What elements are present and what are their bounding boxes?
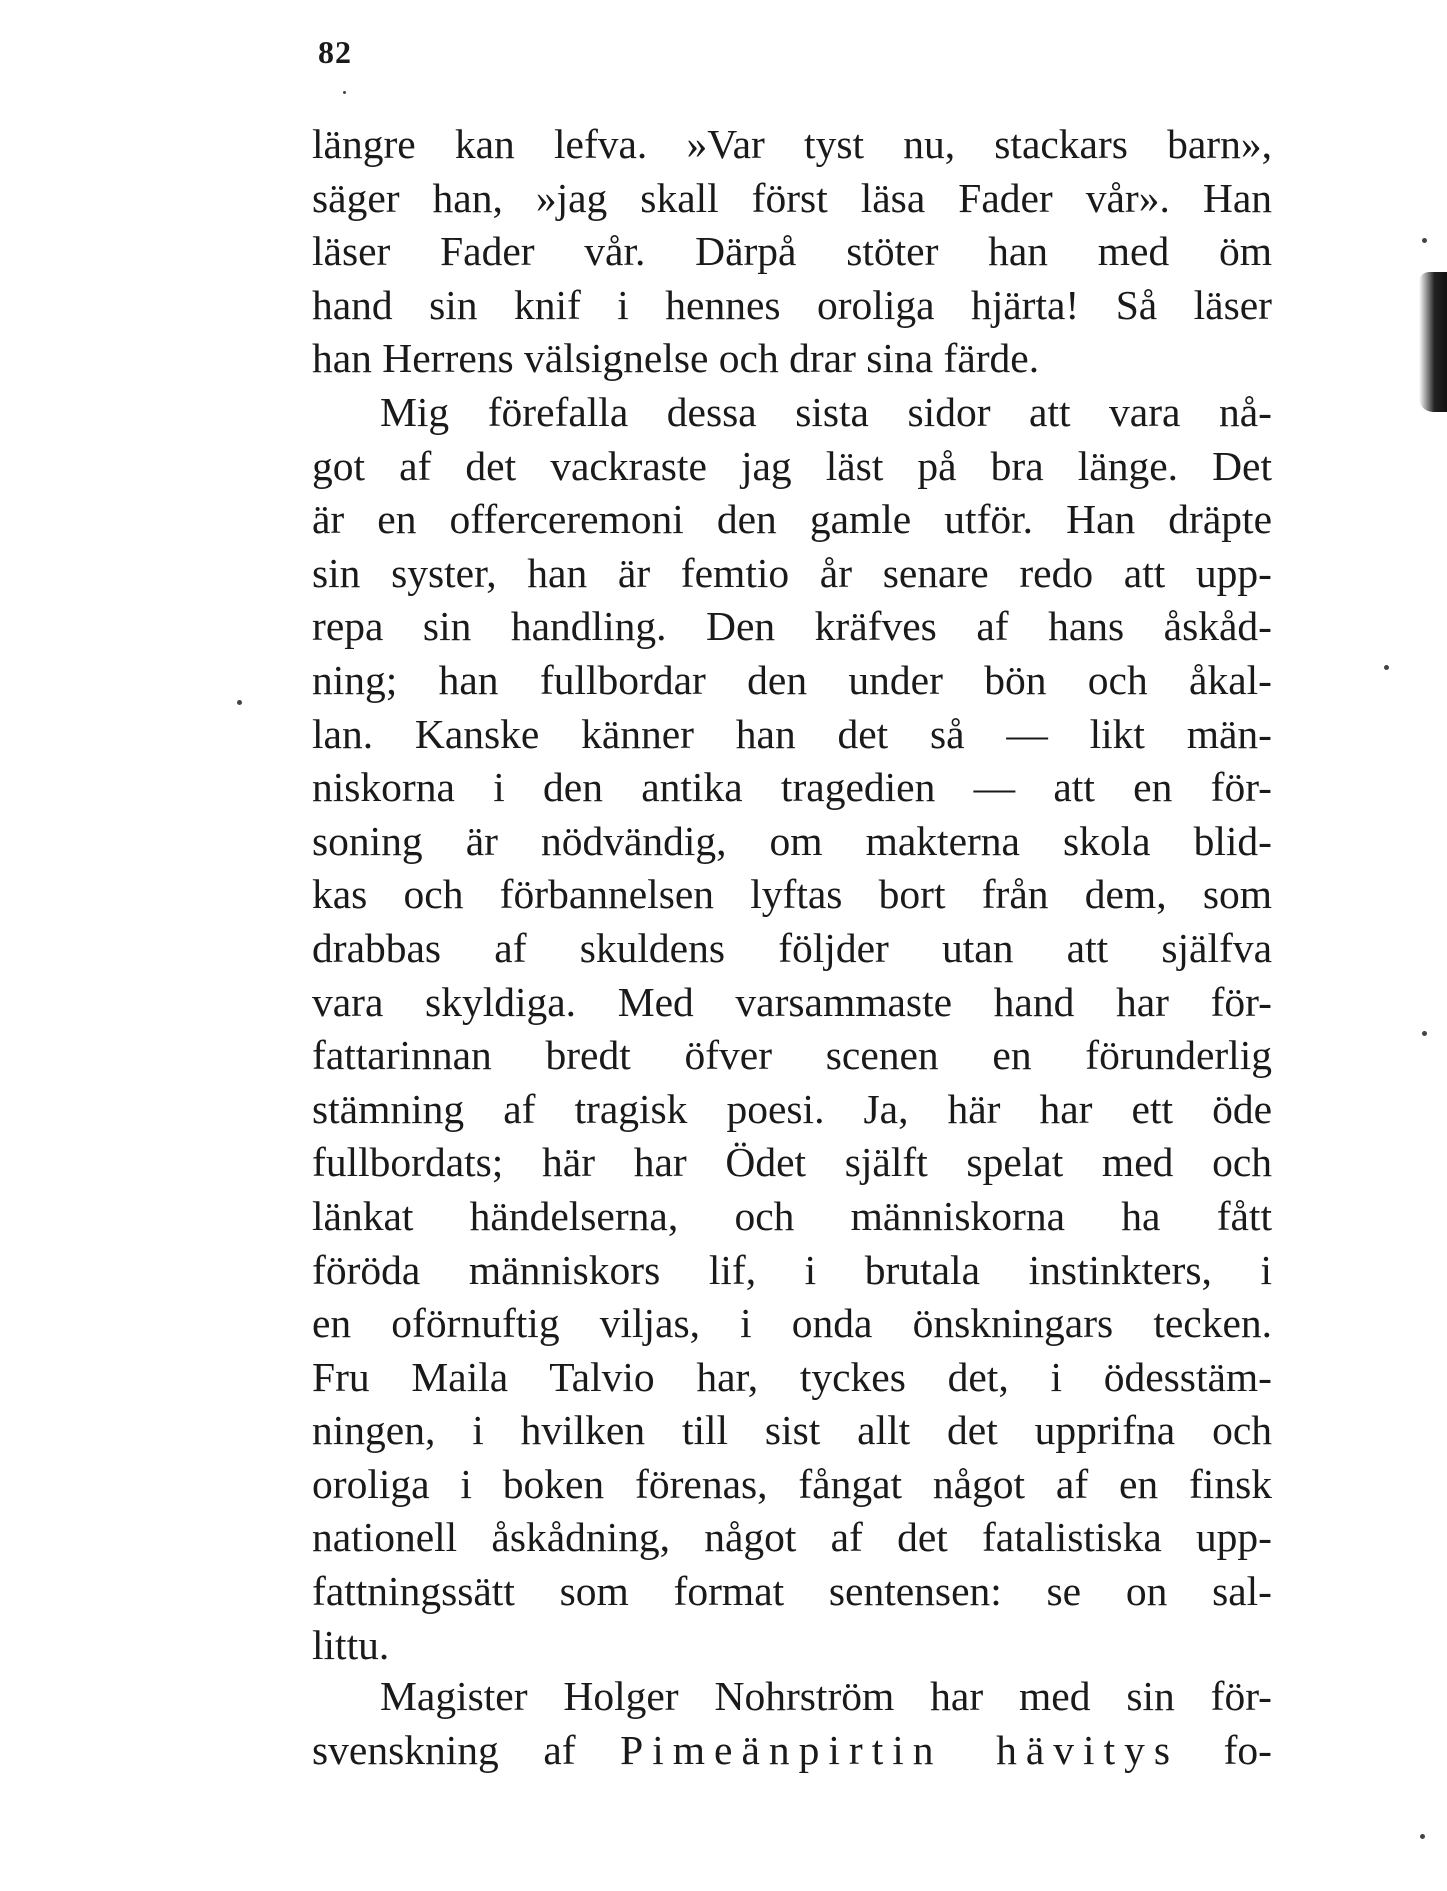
text-line: sin syster, han är femtio år senare redo att upp- bbox=[312, 549, 1272, 596]
text-line: oroliga i boken förenas, fångat något af en finsk bbox=[312, 1460, 1272, 1507]
text-line: längre kan lefva. »Var tyst nu, stackars barn», bbox=[312, 121, 1272, 167]
text-line: fattningssätt som format sentensen: se on sal- bbox=[312, 1568, 1272, 1615]
text-line: fattarinnan bredt öfver scenen en förunderlig bbox=[312, 1032, 1272, 1079]
text-line: säger han, »jag skall först läsa Fader vår». Han bbox=[312, 174, 1272, 221]
text-line: repa sin handling. Den kräfves af hans åskåd- bbox=[312, 603, 1272, 650]
scan-speck bbox=[1420, 1834, 1425, 1839]
scan-speck bbox=[237, 700, 242, 705]
text-line: drabbas af skuldens följder utan att själfva bbox=[312, 924, 1272, 971]
text-line: Magister Holger Nohrström har med sin för- bbox=[380, 1673, 1272, 1719]
text-line: Fru Maila Talvio har, tyckes det, i ödesstäm- bbox=[312, 1353, 1272, 1400]
paragraph-1 bbox=[312, 118, 1272, 386]
text-line: vara skyldiga. Med varsammaste hand har för- bbox=[312, 978, 1272, 1025]
text-line: fullbordats; här har Ödet själft spelat med och bbox=[312, 1139, 1272, 1186]
paragraph-2 bbox=[312, 386, 1272, 1672]
scan-speck bbox=[1422, 238, 1427, 243]
scan-speck bbox=[1422, 1031, 1427, 1036]
page-number: 82 bbox=[318, 34, 352, 70]
text-line: han Herrens välsignelse och drar sina färde. bbox=[312, 335, 1040, 382]
text-line: niskorna i den antika tragedien — att en för- bbox=[312, 764, 1272, 811]
text-segment: fo- bbox=[1179, 1726, 1272, 1773]
text-line: nationell åskådning, något af det fatalistiska upp- bbox=[312, 1514, 1272, 1561]
book-title: Pimeänpirtin hävitys bbox=[620, 1726, 1180, 1773]
text-line bbox=[312, 1724, 1272, 1778]
text-line: är en offerceremoni den gamle utför. Han dräpte bbox=[312, 496, 1272, 543]
text-line: got af det vackraste jag läst på bra länge. Det bbox=[312, 442, 1272, 489]
paragraph-3 bbox=[312, 1670, 1272, 1777]
text-line: en oförnuftig viljas, i onda önskningars tecken. bbox=[312, 1300, 1272, 1347]
text-line: ning; han fullbordar den under bön och åkal- bbox=[312, 656, 1272, 703]
text-line: ningen, i hvilken till sist allt det upprifna och bbox=[312, 1407, 1272, 1454]
text-segment: svenskning af bbox=[312, 1726, 621, 1773]
text-line: hand sin knif i hennes oroliga hjärta! Så läser bbox=[312, 281, 1272, 328]
text-line: kas och förbannelsen lyftas bort från dem, som bbox=[312, 871, 1272, 918]
text-line: länkat händelserna, och människorna ha fått bbox=[312, 1192, 1272, 1239]
text-line: soning är nödvändig, om makterna skola blid- bbox=[312, 817, 1272, 864]
text-line: föröda människors lif, i brutala instinkters, i bbox=[312, 1246, 1272, 1293]
text-line: lan. Kanske känner han det så — likt män- bbox=[312, 710, 1272, 757]
scan-speck bbox=[1384, 665, 1389, 670]
text-line: läser Fader vår. Därpå stöter han med öm bbox=[312, 228, 1272, 275]
text-line: stämning af tragisk poesi. Ja, här har ett öde bbox=[312, 1085, 1272, 1132]
text-line: Mig förefalla dessa sista sidor att vara nå- bbox=[380, 389, 1272, 435]
scan-edge-mark bbox=[1419, 272, 1447, 412]
scan-speck bbox=[343, 91, 346, 94]
text-line: littu. bbox=[312, 1621, 390, 1668]
